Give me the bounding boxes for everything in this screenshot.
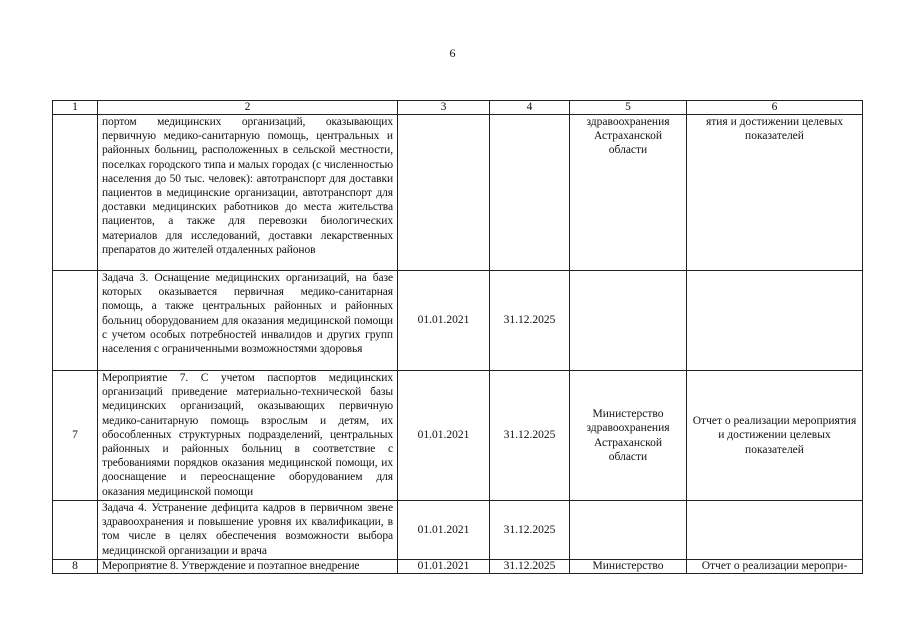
table-row — [53, 115, 863, 271]
executor-cell — [570, 501, 687, 560]
table-row — [53, 560, 863, 574]
row-number-cell — [53, 271, 98, 371]
executor-cell: здравоохранения Астраханской области — [570, 115, 687, 271]
row-number-cell — [53, 115, 98, 271]
column-header: 4 — [490, 101, 570, 115]
column-header: 3 — [398, 101, 490, 115]
table-row — [53, 371, 863, 501]
result-cell: ятия и достижении целевых показателей — [687, 115, 863, 271]
row-number-cell — [53, 501, 98, 560]
description-cell: Мероприятие 8. Утверждение и поэтапное внедрение — [98, 560, 398, 574]
column-header: 5 — [570, 101, 687, 115]
start-date-cell: 01.01.2021 — [398, 271, 490, 371]
table-row — [53, 501, 863, 560]
column-header: 6 — [687, 101, 863, 115]
executor-cell — [570, 271, 687, 371]
description-cell: Задача 4. Устранение дефицита кадров в первичном звене здравоохранения и повышение уровня их квалификации, в том числе в целях обеспечения возможности выбора медицинской организации и врача — [98, 501, 398, 560]
end-date-cell — [490, 115, 570, 271]
end-date-cell: 31.12.2025 — [490, 501, 570, 560]
executor-cell: Министерство здравоохранения Астраханской области — [570, 371, 687, 501]
end-date-cell: 31.12.2025 — [490, 271, 570, 371]
end-date-cell: 31.12.2025 — [490, 560, 570, 574]
result-cell — [687, 271, 863, 371]
start-date-cell: 01.01.2021 — [398, 371, 490, 501]
row-number-cell: 8 — [53, 560, 98, 574]
table-row — [53, 271, 863, 371]
page-number: 6 — [449, 46, 456, 60]
column-header: 2 — [98, 101, 398, 115]
plan-table — [52, 100, 863, 574]
result-cell: Отчет о реализации мероприятия и достижении целевых показателей — [687, 371, 863, 501]
description-cell: Задача 3. Оснащение медицинских организаций, на базе которых оказывается первичная медико-санитарная помощь, а также центральных районных и районных больниц оборудованием для оказания медицинской помощи с учетом особых потребностей инвалидов и других групп населения с ограниченными возможностями здоровья — [98, 271, 398, 371]
end-date-cell: 31.12.2025 — [490, 371, 570, 501]
start-date-cell: 01.01.2021 — [398, 501, 490, 560]
result-cell — [687, 501, 863, 560]
column-header: 1 — [53, 101, 98, 115]
table-header-row — [53, 101, 863, 115]
description-cell: портом медицинских организаций, оказывающих первичную медико-санитарную помощь, центральных и районных больниц, расположенных в сельской местности, поселках городского типа и малых городах (с численностью населения до 50 тыс. человек): автотранспорт для доставки пациентов в медицинские организации, автотранспорт для доставки медицинских работников до места жительства пациентов, а также для перевозки биологических материалов для исследований, доставки лекарственных препаратов до жителей отдаленных районов — [98, 115, 398, 271]
description-cell: Мероприятие 7. С учетом паспортов медицинских организаций приведение материально-технической базы медицинских организаций, оказывающих первичную медико-санитарную помощь взрослым и детям, их обособленных структурных подразделений, центральных районных и районных больниц в соответствие с требованиями порядков оказания медицинской помощи, их дооснащение и переоснащение оборудованием для оказания медицинской помощи — [98, 371, 398, 501]
start-date-cell — [398, 115, 490, 271]
row-number-cell: 7 — [53, 371, 98, 501]
start-date-cell: 01.01.2021 — [398, 560, 490, 574]
result-cell: Отчет о реализации меропри- — [687, 560, 863, 574]
executor-cell: Министерство — [570, 560, 687, 574]
